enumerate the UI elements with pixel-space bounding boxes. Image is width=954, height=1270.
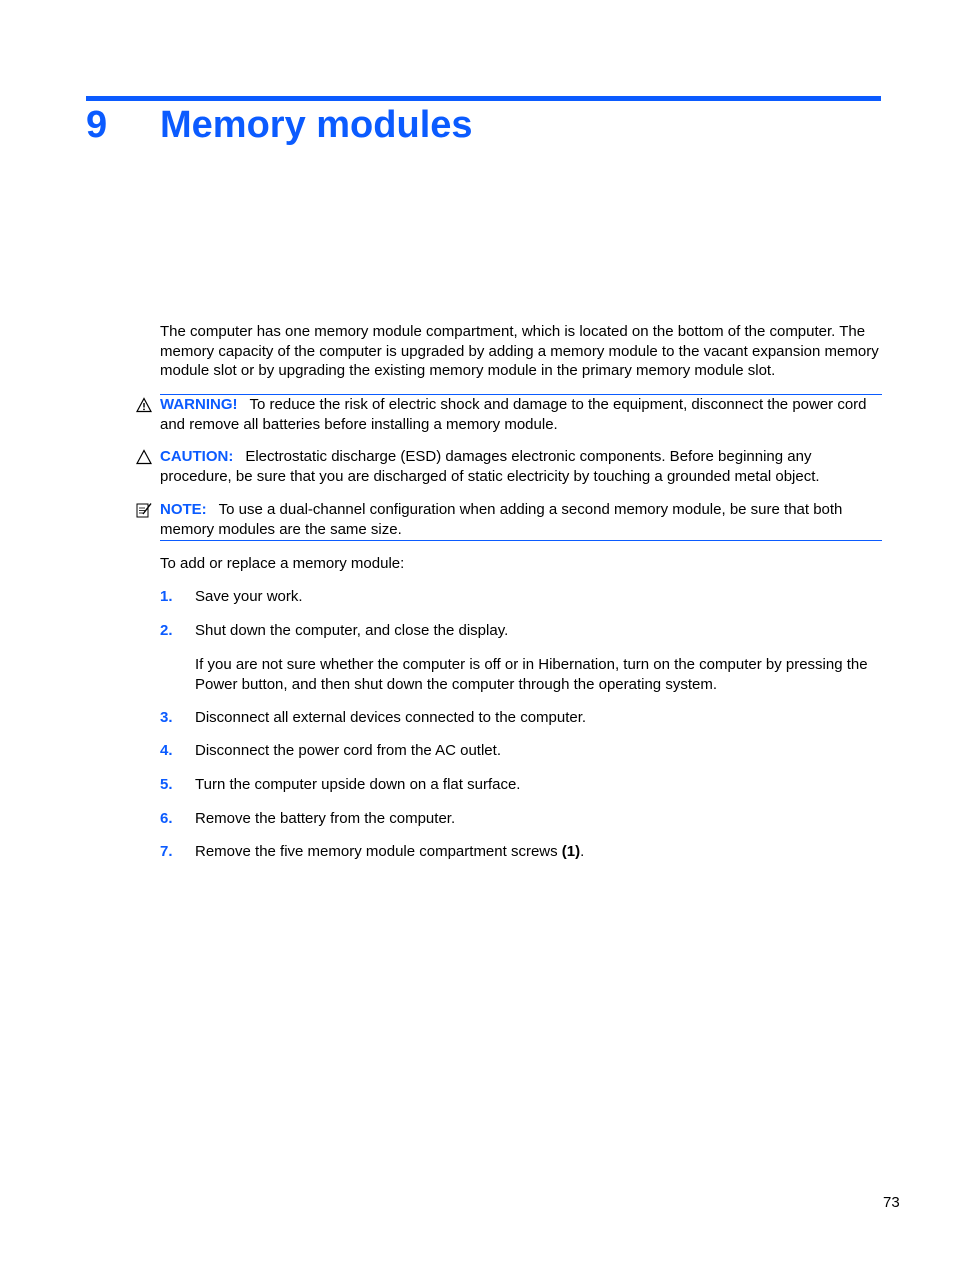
step-number: 6. [160,810,173,827]
intro-paragraph: The computer has one memory module compartment, which is located on the bottom of the computer. The memory capacity of the computer is upgraded by adding a memory module to the vacant expansion memory module slot or by upgrading the existing memory module in the primary memory module slot. [160,323,879,379]
step-number: 2. [160,622,173,639]
step-text-tail: . [580,843,585,860]
step-number: 1. [160,588,173,605]
step-text: Save your work. [195,588,303,605]
chapter-rule [86,96,881,101]
caution-label: CAUTION: [160,448,234,465]
warning-triangle-icon [136,397,152,413]
step-number: 5. [160,776,173,793]
chapter-title: Memory modules [160,104,473,146]
step-text-main: Remove the five memory module compartment screws [195,843,562,860]
step-number: 7. [160,843,173,860]
step-text: Turn the computer upside down on a flat surface. [195,776,521,793]
note-notice [160,500,882,541]
chapter-number: 9 [86,104,108,146]
step-number: 4. [160,742,173,759]
step-2-detail: If you are not sure whether the computer is off or in Hibernation, turn on the computer by pressing the Power button, and then shut down the computer through the operating system. [195,656,868,693]
note-pencil-icon [136,502,152,518]
step-text: Shut down the computer, and close the display. [195,622,509,639]
step-text [195,842,882,862]
caution-notice [160,447,882,487]
caution-triangle-icon [136,449,152,465]
caution-text: Electrostatic discharge (ESD) damages electronic components. Before beginning any procedure, be sure that you are discharged of static electricity by touching a grounded metal object. [160,448,820,485]
page-number: 73 [883,1194,900,1211]
step-text: Remove the battery from the computer. [195,810,456,827]
procedure-lead: To add or replace a memory module: [160,555,405,572]
step-text: Disconnect the power cord from the AC outlet. [195,742,501,759]
warning-label: WARNING! [160,396,238,413]
step-text: Disconnect all external devices connected to the computer. [195,709,587,726]
callout-number: (1) [561,843,581,860]
step-number: 3. [160,709,173,726]
note-label: NOTE: [160,501,207,518]
warning-text: To reduce the risk of electric shock and damage to the equipment, disconnect the power cord and remove all batteries before installing a memory module. [160,396,867,433]
warning-notice [160,394,882,435]
note-text: To use a dual-channel configuration when adding a second memory module, be sure that both memory modules are the same size. [160,501,843,538]
